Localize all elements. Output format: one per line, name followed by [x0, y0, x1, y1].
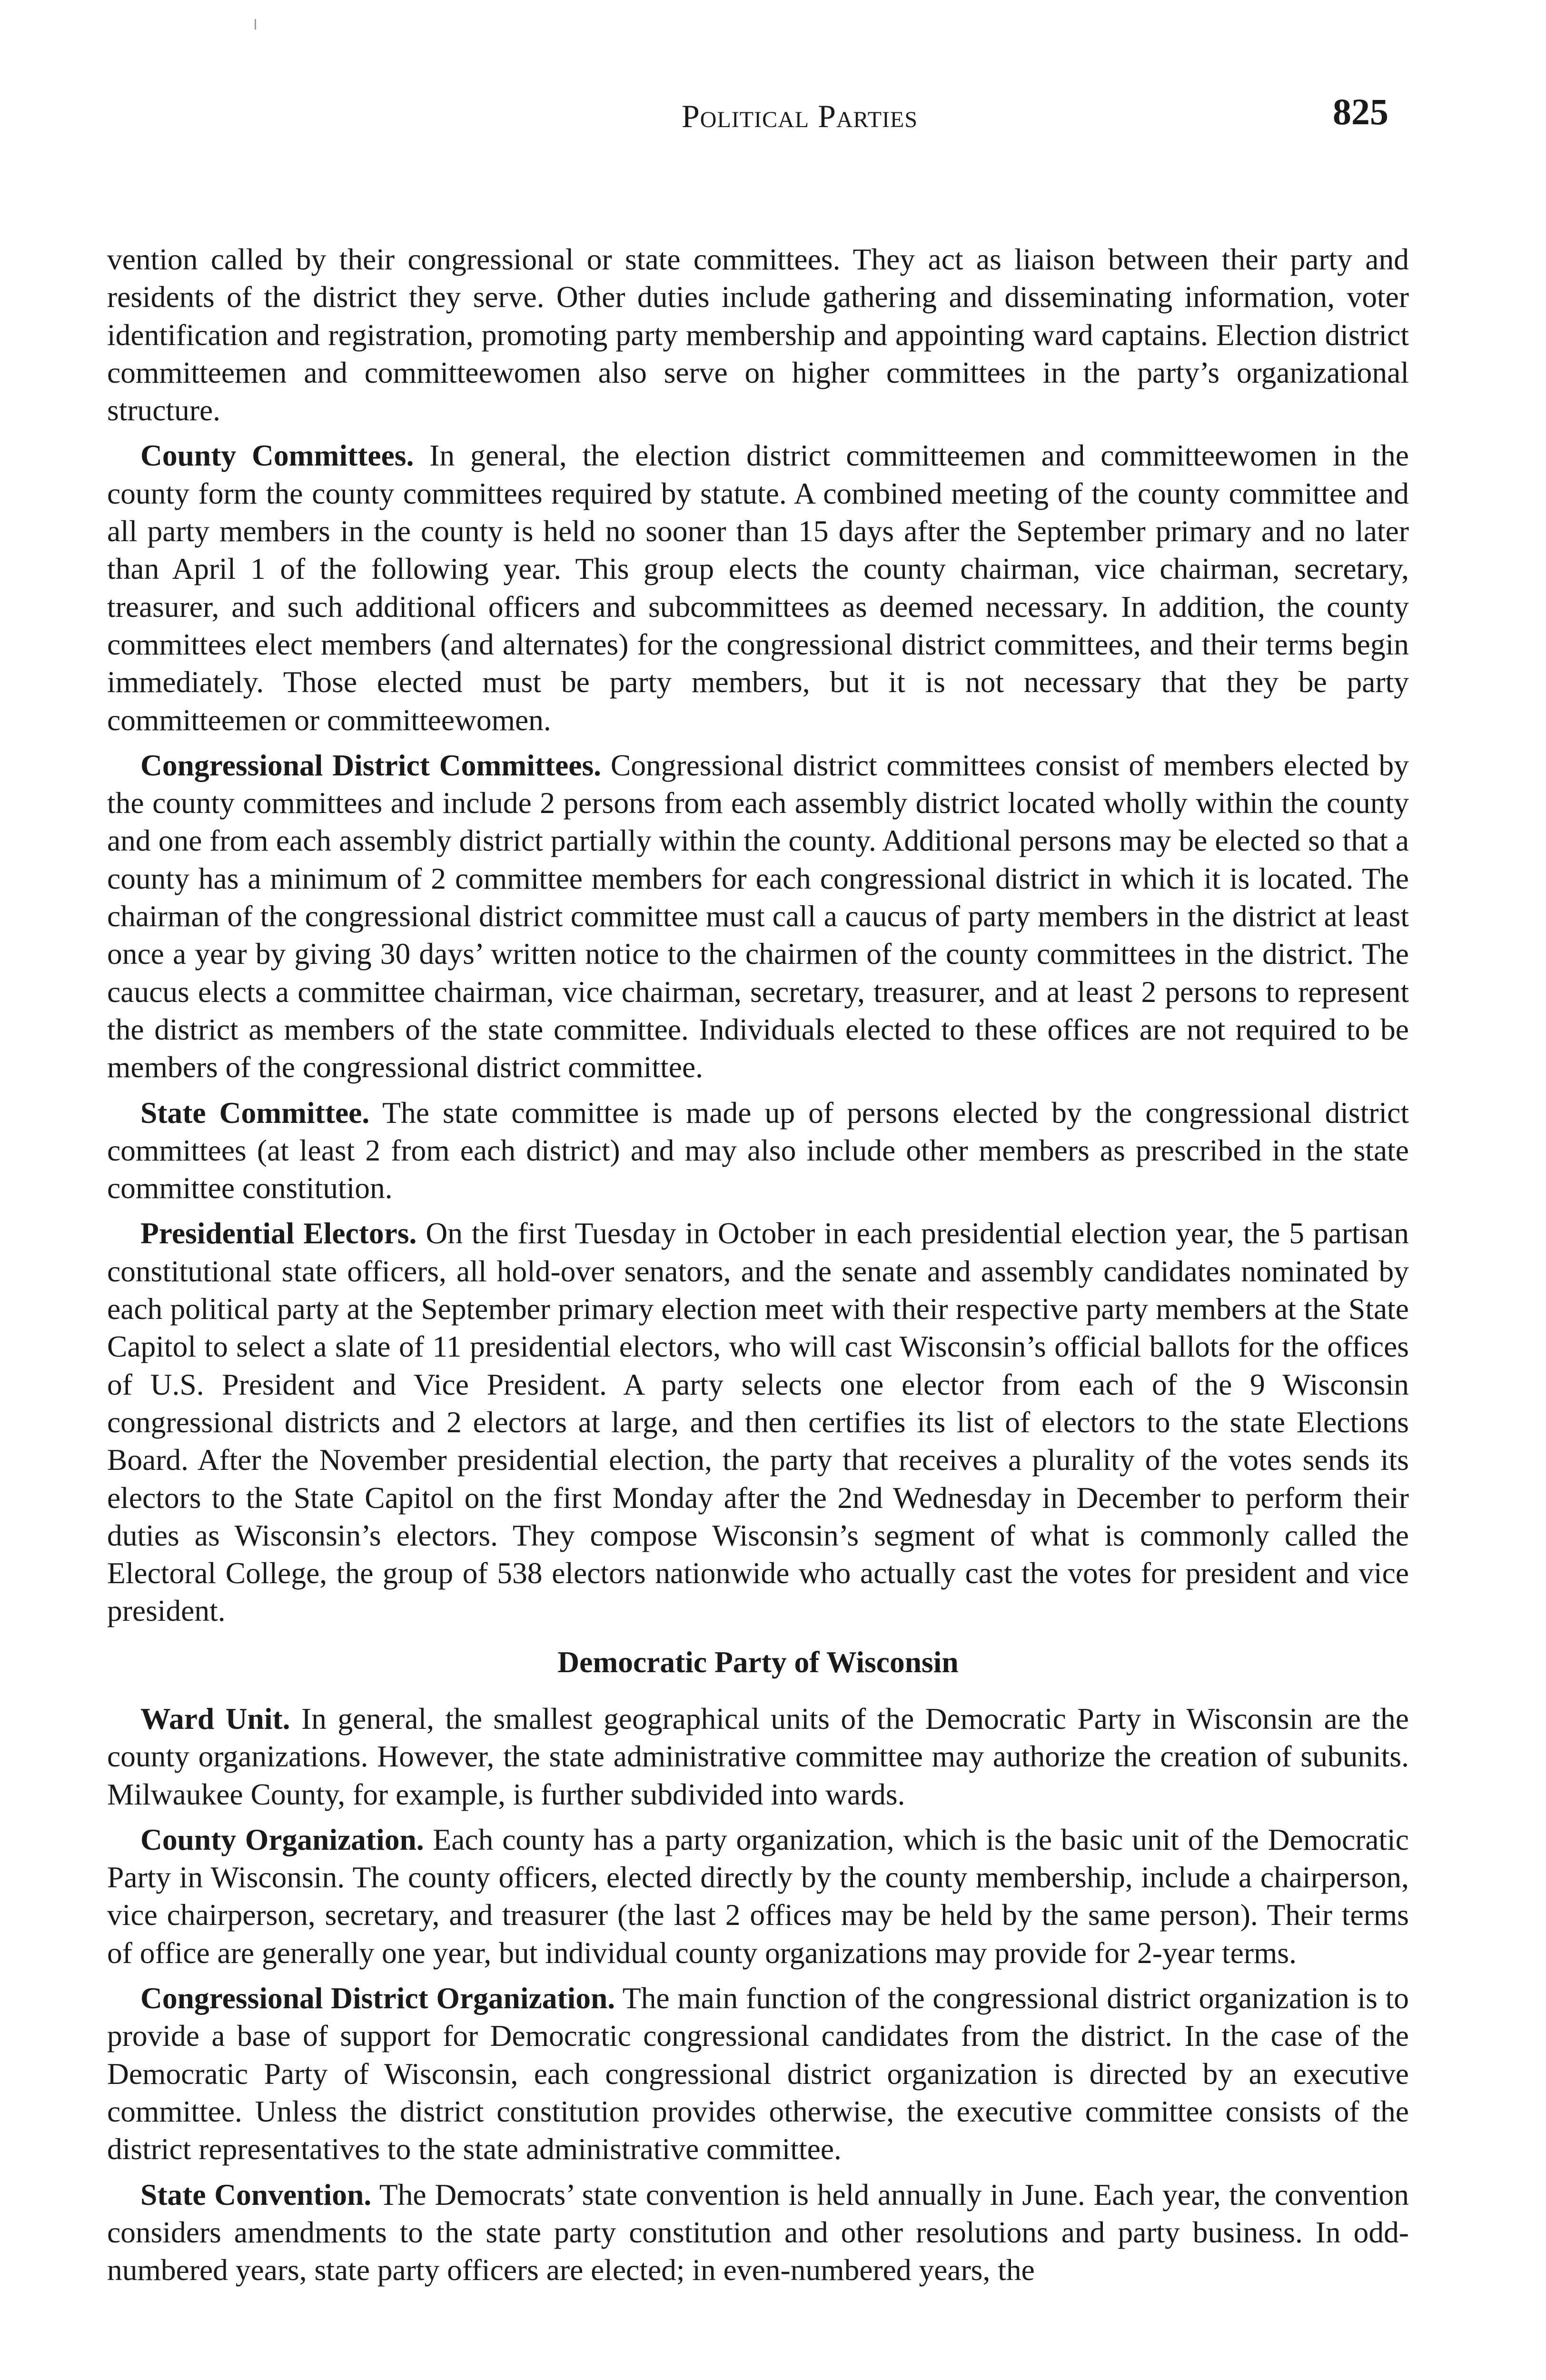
run-in-heading: State Committee.: [140, 1095, 370, 1130]
paragraph-presidential-electors: [107, 1214, 1409, 1629]
paragraph-text: The Democrats’ state convention is held annually in June. Each year, the convention considers amendments to the state party constitution and other resolutions and party business. In odd-numbered years, state party officers are elected; in even-numbered years, the: [107, 2177, 1409, 2287]
paragraph-congressional-district-organization: [107, 1979, 1409, 2168]
running-head: Political Parties: [681, 98, 918, 134]
section-heading: Democratic Party of Wisconsin: [557, 1645, 959, 1679]
paragraph-text: In general, the election district committeemen and committeewomen in the county form the county committees required by statute. A combined meeting of the county committee and all party members in the county is held no sooner than 15 days after the September primary and no later than April 1 of the following year. This group elects the county chairman, vice chairman, secretary, treasurer, and such additional officers and subcommittees as deemed necessary. In addition, the county committees elect members (and alternates) for the congressional district committees, and their terms begin immediately. Those elected must be party members, but it is not necessary that they be party committeemen or committeewomen.: [107, 438, 1409, 737]
paragraph-text: In general, the smallest geographical units of the Democratic Party in Wisconsin are the county organizations. However, the state administrative committee may authorize the creation of subunits. Milwaukee County, for example, is further subdivided into wards.: [107, 1701, 1409, 1811]
paragraph-congressional-district-committees: [107, 746, 1409, 1086]
run-in-heading: Presidential Electors.: [140, 1216, 417, 1250]
paragraph-ward-unit: [107, 1700, 1409, 1813]
paragraph-county-organization: [107, 1821, 1409, 1972]
paragraph-text: The state committee is made up of persons elected by the congressional district committees (at least 2 from each district) and may also include other members as prescribed in the state committee constitution.: [107, 1095, 1409, 1205]
paragraph-state-committee: [107, 1094, 1409, 1207]
run-in-heading: State Convention.: [140, 2177, 372, 2211]
paragraph-text: The main function of the congressional district organization is to provide a base of support for Democratic congressional candidates from the district. In the case of the Democratic Party of Wisconsin, each congressional district organization is directed by an executive committee. Unless the district constitution provides otherwise, the executive committee consists of the district representatives to the state administrative committee.: [107, 1981, 1409, 2166]
run-in-heading: Congressional District Committees.: [140, 748, 602, 782]
paragraph-text: Congressional district committees consist of members elected by the county committees and include 2 persons from each assembly district located wholly within the county and one from each assembly district partially within the county. Additional persons may be elected so that a county has a minimum of 2 committee members for each congressional district in which it is located. The chairman of the congressional district committee must call a caucus of party members in the district at least once a year by giving 30 days’ written notice to the chairmen of the county committees in the district. The caucus elects a committee chairman, vice chairman, secretary, treasurer, and at least 2 persons to represent the district as members of the state committee. Individuals elected to these offices are not required to be members of the congressional district committee.: [107, 748, 1409, 1084]
scan-mark: [255, 19, 256, 30]
paragraph-continuation: vention called by their congressional or state committees. They act as liaison between their party and residents of the district they serve. Other duties include gathering and disseminating information, voter identification and registration, promoting party membership and appointing ward captains. Election district committeemen and committeewomen also serve on higher committees in the party’s organizational structure.: [107, 242, 1409, 427]
run-in-heading: Congressional District Organization.: [140, 1981, 615, 2015]
paragraph-county-committees: [107, 436, 1409, 738]
run-in-heading: Ward Unit.: [140, 1701, 290, 1735]
body-text: [107, 240, 1409, 2296]
page-number: 825: [1333, 91, 1388, 132]
run-in-heading: County Organization.: [140, 1822, 424, 1856]
run-in-heading: County Committees.: [140, 438, 414, 473]
paragraph-text: On the first Tuesday in October in each presidential election year, the 5 partisan constitutional state officers, all hold-over senators, and the senate and assembly candidates nominated by each political party at the September primary election meet with their respective party members at the State Capitol to select a slate of 11 presidential electors, who will cast Wisconsin’s official ballots for the offices of U.S. President and Vice President. A party selects one elector from each of the 9 Wisconsin congressional districts and 2 electors at large, and then certifies its list of electors to the state Elections Board. After the November presidential election, the party that receives a plurality of the votes sends its electors to the State Capitol on the first Monday after the 2nd Wednesday in December to perform their duties as Wisconsin’s electors. They compose Wisconsin’s segment of what is commonly called the Electoral College, the group of 538 electors nationwide who actually cast the votes for president and vice president.: [107, 1216, 1409, 1628]
paragraph-text: Each county has a party organization, which is the basic unit of the Democratic Party in Wisconsin. The county officers, elected directly by the county membership, include a chairperson, vice chairperson, secretary, and treasurer (the last 2 offices may be held by the same person). Their terms of office are generally one year, but individual county organizations may provide for 2-year terms.: [107, 1822, 1409, 1970]
paragraph-state-convention: [107, 2176, 1409, 2289]
